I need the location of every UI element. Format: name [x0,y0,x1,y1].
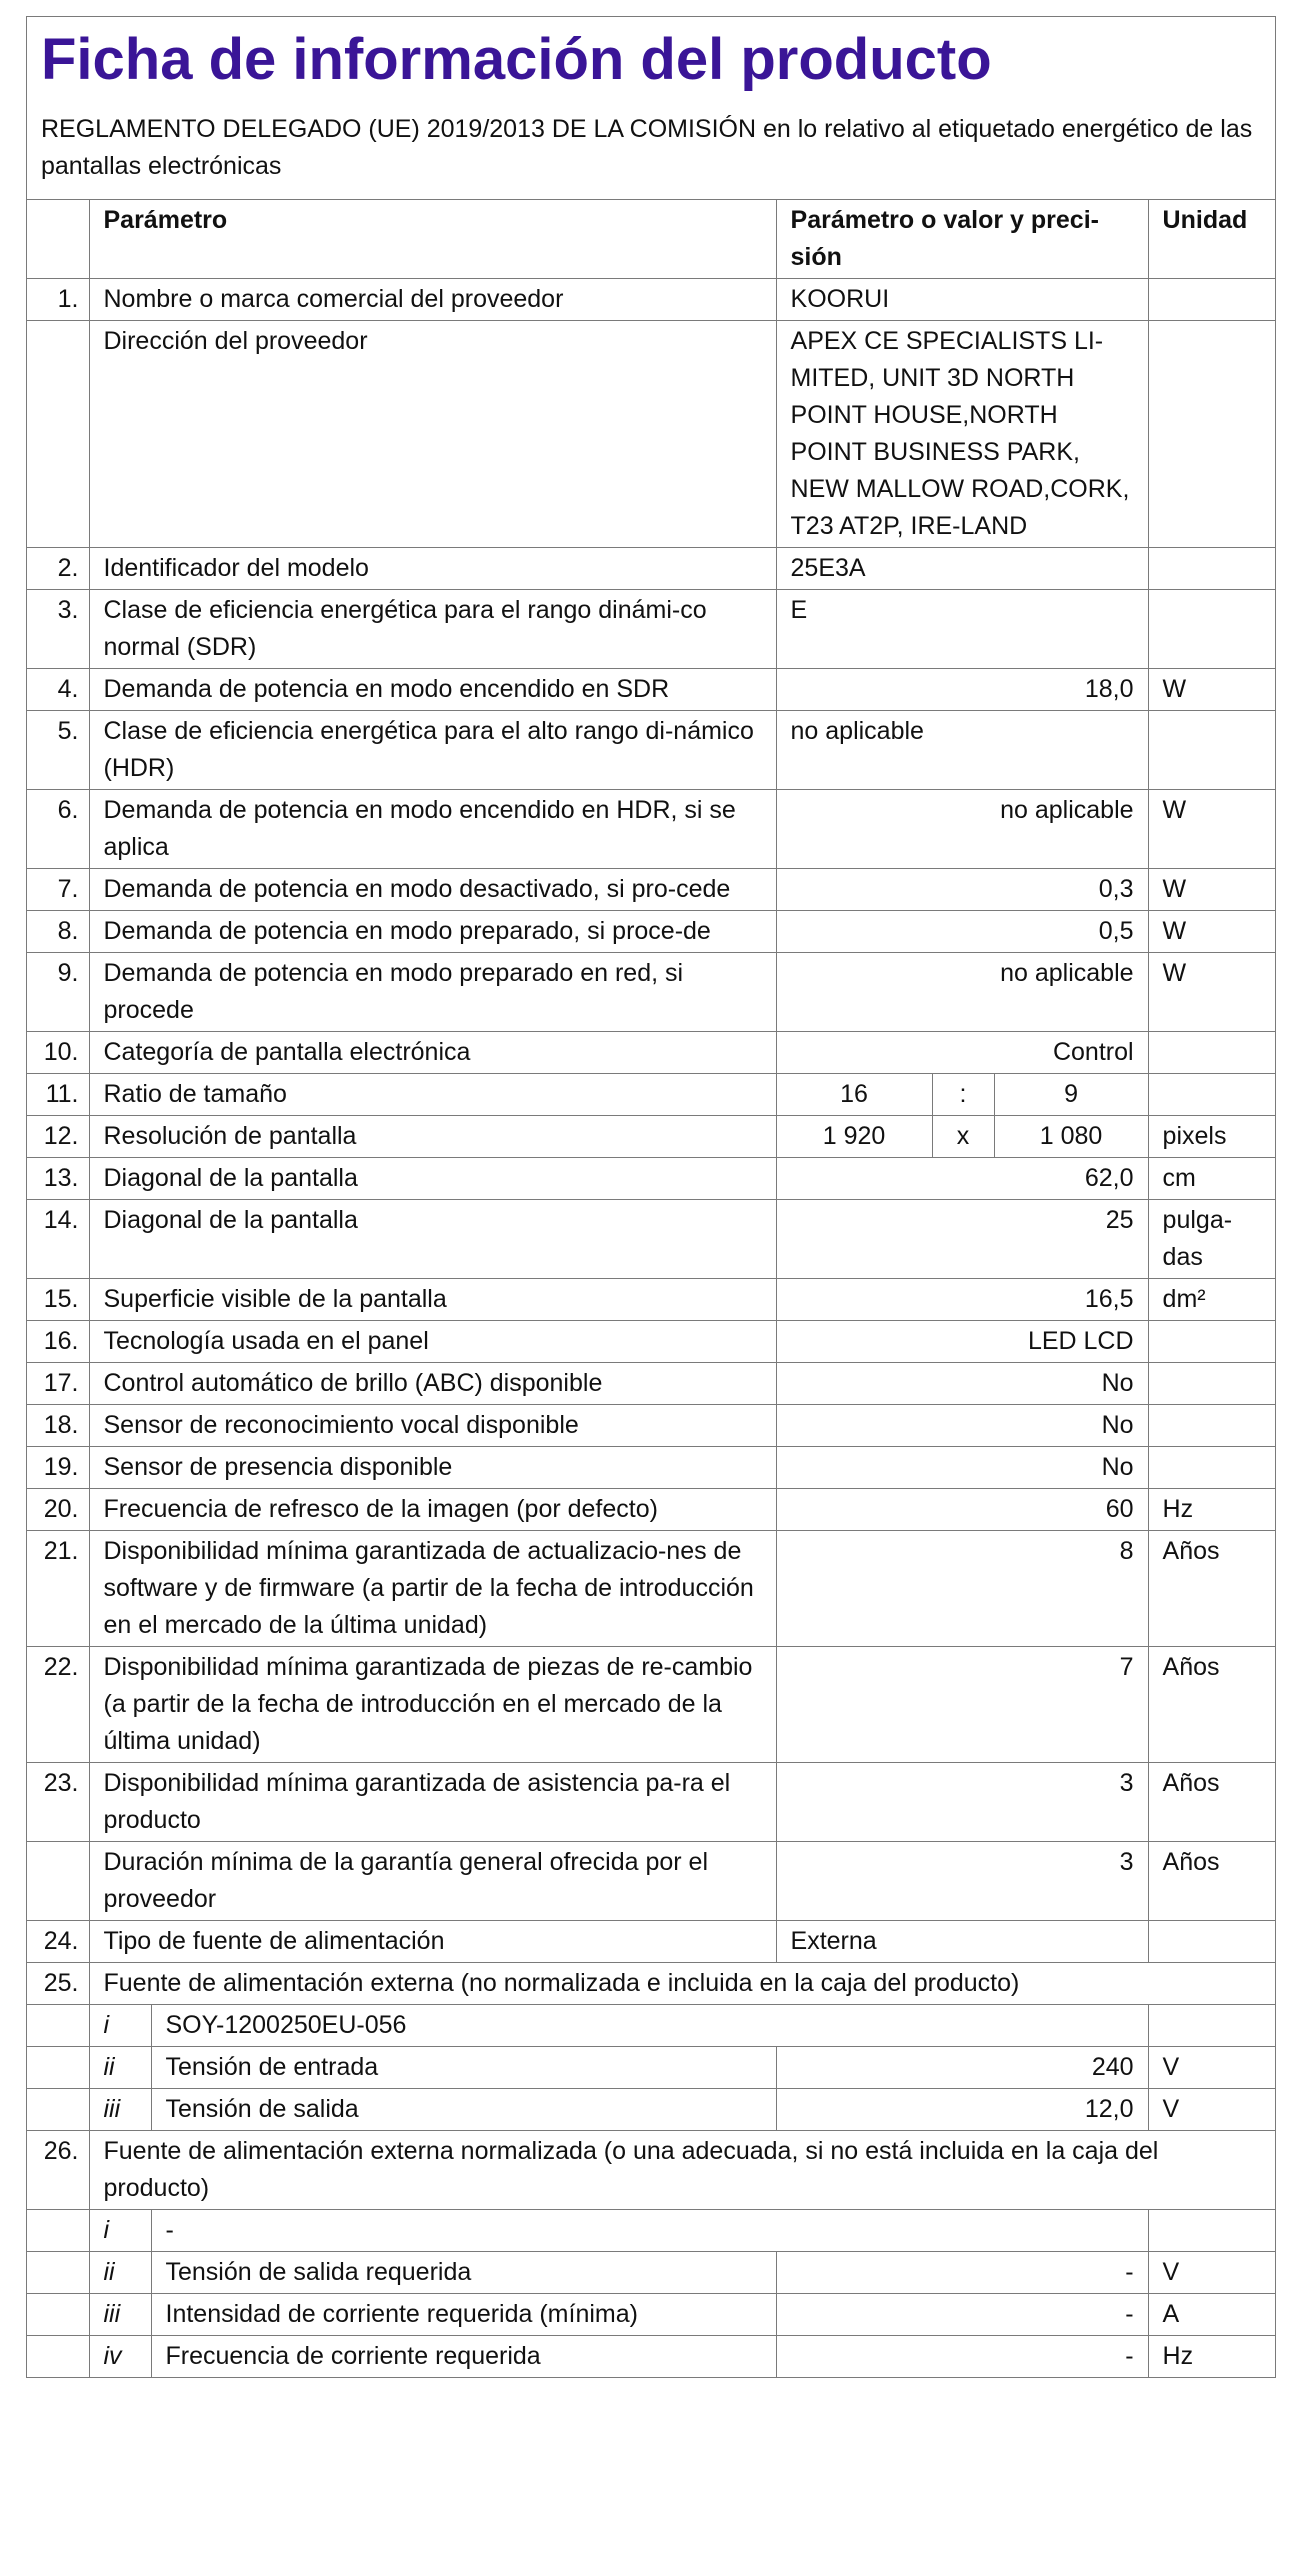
row-number [27,321,89,548]
row-parameter: Demanda de potencia en modo desactivado, si pro-cede [89,869,776,911]
subrow-index: iii [89,2089,151,2131]
row-value: APEX CE SPECIALISTS LI-MITED, UNIT 3D NORTH POINT HOUSE,NORTH POINT BUSINESS PARK, NEW MALLOW ROAD,CORK, T23 AT2P, IRE-LAND [776,321,1148,548]
row-value: 3 [776,1763,1148,1842]
table-row [27,590,1275,669]
subrow-index: i [89,2210,151,2252]
subrow-parameter: SOY-1200250EU-056 [151,2005,1148,2047]
row-number: 19. [27,1447,89,1489]
row-value: 8 [776,1531,1148,1647]
row-unit: Hz [1148,1489,1275,1531]
subrow-unit [1148,2210,1275,2252]
table-row [27,1116,1275,1158]
row-number: 22. [27,1647,89,1763]
empty-num-cell [27,2252,89,2294]
row-unit: cm [1148,1158,1275,1200]
row-number: 23. [27,1763,89,1842]
row-number: 17. [27,1363,89,1405]
ratio-height: 9 [994,1074,1148,1116]
row-number: 7. [27,869,89,911]
regulation-subtitle: REGLAMENTO DELEGADO (UE) 2019/2013 DE LA COMISIÓN en lo relativo al etiquetado energético de las pantallas electrónicas [41,115,1253,180]
table-row [27,1963,1275,2005]
row-parameter: Superficie visible de la pantalla [89,1279,776,1321]
header-value: Parámetro o valor y preci-sión [776,200,1148,279]
row-number: 12. [27,1116,89,1158]
resolution-separator: x [932,1116,994,1158]
row-number: 14. [27,1200,89,1279]
empty-num-cell [27,2005,89,2047]
page-title: Ficha de información del producto [41,27,992,92]
empty-num-cell [27,2336,89,2378]
table-header-row [27,200,1275,279]
subrow-parameter: Tensión de salida [151,2089,776,2131]
table-row [27,2131,1275,2210]
row-number [27,1842,89,1921]
table-row [27,1531,1275,1647]
row-unit [1148,1405,1275,1447]
row-parameter: Disponibilidad mínima garantizada de asistencia pa-ra el producto [89,1763,776,1842]
row-parameter: Disponibilidad mínima garantizada de actualizacio-nes de software y de firmware (a partir de la fecha de introducción en el mercado de la última unidad) [89,1531,776,1647]
row-unit: W [1148,869,1275,911]
row-number: 24. [27,1921,89,1963]
row-unit [1148,279,1275,321]
table-row [27,869,1275,911]
subrow-index: iv [89,2336,151,2378]
row-parameter: Clase de eficiencia energética para el alto rango di-námico (HDR) [89,711,776,790]
row-parameter: Sensor de presencia disponible [89,1447,776,1489]
row-value: 7 [776,1647,1148,1763]
subrow-value: - [776,2336,1148,2378]
row-number: 15. [27,1279,89,1321]
row-parameter: Duración mínima de la garantía general ofrecida por el proveedor [89,1842,776,1921]
row-value: no aplicable [776,953,1148,1032]
subrow-unit: V [1148,2047,1275,2089]
table-row [27,1279,1275,1321]
parameter-table [27,199,1275,2377]
ratio-separator: : [932,1074,994,1116]
table-row [27,711,1275,790]
row-unit [1148,1921,1275,1963]
empty-num-cell [27,2089,89,2131]
row-value: E [776,590,1148,669]
row-number: 2. [27,548,89,590]
row-unit: W [1148,953,1275,1032]
subrow-index: ii [89,2252,151,2294]
product-information-sheet [26,16,1276,2378]
subrow-value: - [776,2294,1148,2336]
subrow-unit: V [1148,2252,1275,2294]
row-value: KOORUI [776,279,1148,321]
row-value: LED LCD [776,1321,1148,1363]
row-value: No [776,1447,1148,1489]
row-value: no aplicable [776,790,1148,869]
subrow-index: i [89,2005,151,2047]
table-row [27,669,1275,711]
table-row [27,1447,1275,1489]
row-value: Control [776,1032,1148,1074]
table-row [27,1763,1275,1842]
sheet-header [27,17,1275,199]
row-parameter: Resolución de pantalla [89,1116,776,1158]
row-unit: W [1148,911,1275,953]
row-number: 5. [27,711,89,790]
row-unit [1148,321,1275,548]
row-unit [1148,1447,1275,1489]
table-row [27,1647,1275,1763]
table-row [27,1363,1275,1405]
header-num-cell [27,200,89,279]
row-parameter: Clase de eficiencia energética para el rango dinámi-co normal (SDR) [89,590,776,669]
row-value: 60 [776,1489,1148,1531]
row-parameter: Demanda de potencia en modo encendido en SDR [89,669,776,711]
row-parameter: Diagonal de la pantalla [89,1158,776,1200]
row-number: 13. [27,1158,89,1200]
table-row [27,1074,1275,1116]
subrow-unit: Hz [1148,2336,1275,2378]
table-row [27,548,1275,590]
resolution-width: 1 920 [776,1116,932,1158]
row-unit: W [1148,790,1275,869]
ratio-width: 16 [776,1074,932,1116]
row-value: 25E3A [776,548,1148,590]
row-value: No [776,1405,1148,1447]
row-number: 6. [27,790,89,869]
row-unit [1148,1363,1275,1405]
empty-num-cell [27,2047,89,2089]
row-unit: dm² [1148,1279,1275,1321]
row-unit [1148,1321,1275,1363]
row-value: Externa [776,1921,1148,1963]
empty-num-cell [27,2294,89,2336]
table-row [27,1200,1275,1279]
row-value: 0,5 [776,911,1148,953]
row-value: 25 [776,1200,1148,1279]
row-parameter: Disponibilidad mínima garantizada de piezas de re-cambio (a partir de la fecha de introducción en el mercado de la última unidad) [89,1647,776,1763]
subrow-unit [1148,2005,1275,2047]
row-parameter: Categoría de pantalla electrónica [89,1032,776,1074]
row-value: 18,0 [776,669,1148,711]
table-subrow [27,2294,1275,2336]
subrow-value: 12,0 [776,2089,1148,2131]
table-row [27,279,1275,321]
table-subrow [27,2047,1275,2089]
row-value: 0,3 [776,869,1148,911]
table-row [27,1921,1275,1963]
subrow-parameter: Intensidad de corriente requerida (mínima) [151,2294,776,2336]
row-number: 11. [27,1074,89,1116]
row-value: 3 [776,1842,1148,1921]
row-unit: W [1148,669,1275,711]
row-parameter: Diagonal de la pantalla [89,1200,776,1279]
subrow-value: - [776,2252,1148,2294]
row-number: 4. [27,669,89,711]
row-unit: pulga-das [1148,1200,1275,1279]
table-row [27,911,1275,953]
row-parameter: Dirección del proveedor [89,321,776,548]
row-number: 21. [27,1531,89,1647]
table-row [27,1842,1275,1921]
row-unit: Años [1148,1842,1275,1921]
row-parameter: Ratio de tamaño [89,1074,776,1116]
table-subrow [27,2210,1275,2252]
row-unit [1148,1074,1275,1116]
row-unit [1148,548,1275,590]
row-number: 20. [27,1489,89,1531]
subrow-unit: V [1148,2089,1275,2131]
row-unit: Años [1148,1531,1275,1647]
subrow-parameter: - [151,2210,1148,2252]
table-subrow [27,2252,1275,2294]
row-parameter: Demanda de potencia en modo encendido en HDR, si se aplica [89,790,776,869]
row-unit [1148,711,1275,790]
subrow-index: ii [89,2047,151,2089]
row-value: no aplicable [776,711,1148,790]
table-row [27,1321,1275,1363]
row-parameter: Tecnología usada en el panel [89,1321,776,1363]
table-row [27,1489,1275,1531]
row-value: 16,5 [776,1279,1148,1321]
row-value: 62,0 [776,1158,1148,1200]
row-parameter: Frecuencia de refresco de la imagen (por defecto) [89,1489,776,1531]
row-parameter: Identificador del modelo [89,548,776,590]
row-unit: Años [1148,1647,1275,1763]
row-unit [1148,590,1275,669]
row-unit: Años [1148,1763,1275,1842]
subrow-value: 240 [776,2047,1148,2089]
table-subrow [27,2005,1275,2047]
table-subrow [27,2336,1275,2378]
row-parameter: Fuente de alimentación externa (no normalizada e incluida en la caja del producto) [89,1963,1275,2005]
row-number: 8. [27,911,89,953]
row-value: No [776,1363,1148,1405]
table-row [27,1032,1275,1074]
row-parameter: Demanda de potencia en modo preparado, si proce-de [89,911,776,953]
row-unit: pixels [1148,1116,1275,1158]
subrow-parameter: Tensión de salida requerida [151,2252,776,2294]
row-number: 9. [27,953,89,1032]
row-number: 18. [27,1405,89,1447]
row-number: 16. [27,1321,89,1363]
empty-num-cell [27,2210,89,2252]
table-row [27,1158,1275,1200]
subrow-parameter: Tensión de entrada [151,2047,776,2089]
header-parameter: Parámetro [89,200,776,279]
header-unit: Unidad [1148,200,1275,279]
row-number: 26. [27,2131,89,2210]
resolution-height: 1 080 [994,1116,1148,1158]
row-number: 3. [27,590,89,669]
row-parameter: Fuente de alimentación externa normalizada (o una adecuada, si no está incluida en la caja del producto) [89,2131,1275,2210]
row-parameter: Demanda de potencia en modo preparado en red, si procede [89,953,776,1032]
row-number: 1. [27,279,89,321]
table-row [27,953,1275,1032]
table-subrow [27,2089,1275,2131]
row-number: 25. [27,1963,89,2005]
subrow-index: iii [89,2294,151,2336]
row-unit [1148,1032,1275,1074]
table-row [27,1405,1275,1447]
row-number: 10. [27,1032,89,1074]
row-parameter: Nombre o marca comercial del proveedor [89,279,776,321]
table-row [27,321,1275,548]
subrow-parameter: Frecuencia de corriente requerida [151,2336,776,2378]
row-parameter: Control automático de brillo (ABC) disponible [89,1363,776,1405]
table-row [27,790,1275,869]
row-parameter: Tipo de fuente de alimentación [89,1921,776,1963]
row-parameter: Sensor de reconocimiento vocal disponible [89,1405,776,1447]
subrow-unit: A [1148,2294,1275,2336]
